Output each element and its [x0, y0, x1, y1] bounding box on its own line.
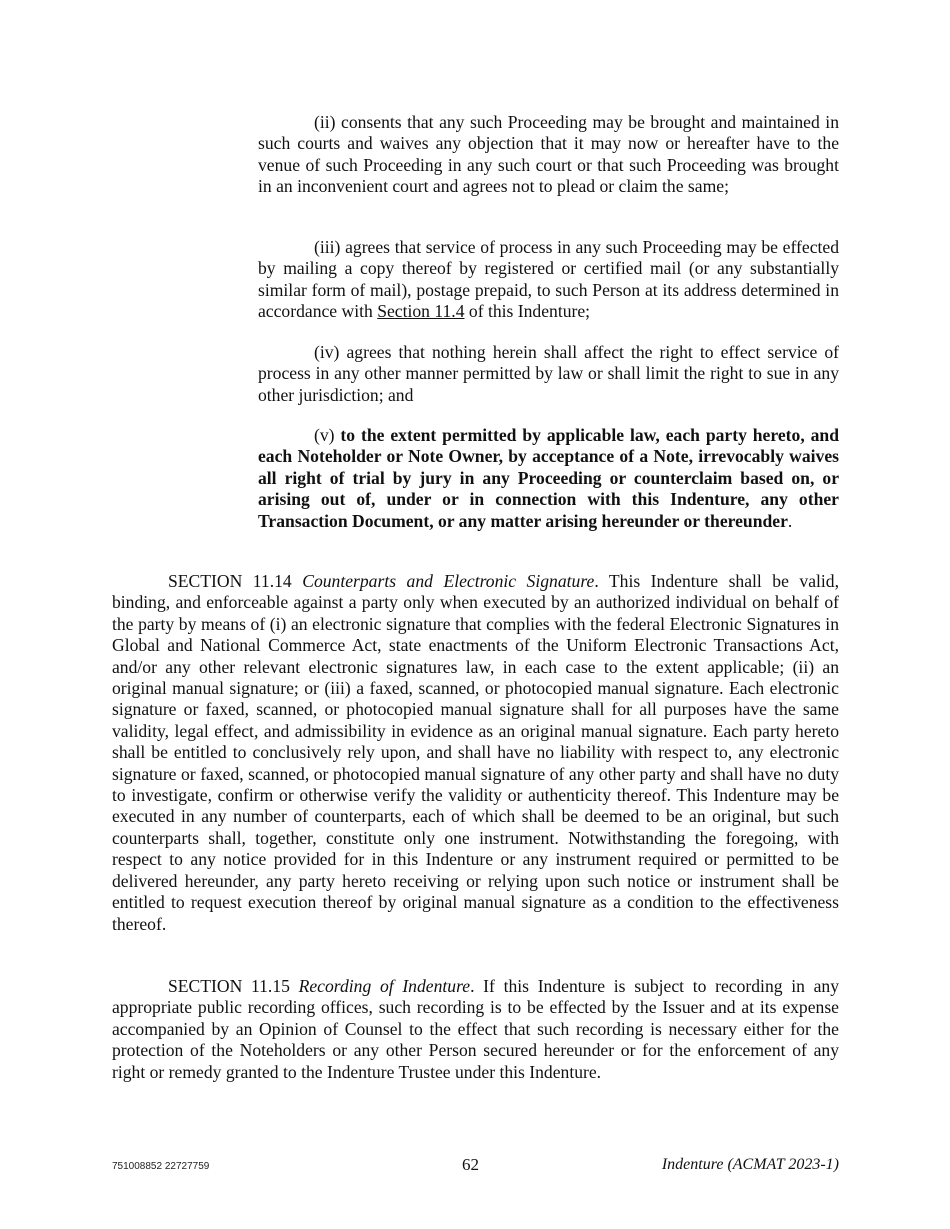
section-11-15-title: Recording of Indenture — [298, 976, 471, 996]
clause-iii-text-end: of this Indenture; — [464, 301, 591, 322]
clause-ii-label: (ii) — [314, 112, 336, 132]
section-11-14-number: SECTION 11.14 — [168, 571, 292, 591]
clause-iii-text: agrees that service of process in any such Proceeding may be effected by mailing a copy thereof by registered or certified mail (or any substantially similar form of mail), postage prepaid, to such Person at its address determined in accordance with — [258, 237, 839, 322]
section-11-14-title: Counterparts and Electronic Signature — [302, 571, 595, 591]
section-11-15 — [112, 976, 839, 1083]
clause-ii — [258, 112, 839, 198]
section-11-14-title-punct: . — [594, 571, 599, 591]
clause-iv-label: (iv) — [314, 342, 340, 362]
footer-document-title: Indenture (ACMAT 2023-1) — [661, 1156, 839, 1173]
clause-iii-label: (iii) — [314, 237, 341, 257]
section-11-14-body: This Indenture shall be valid, binding, and enforceable against a party only when executed by an authorized individual on behalf of the party by means of (i) an electronic signature that complies with the federal Electronic Signatures in Global and National Commerce Act, state enactments of the Uniform Electronic Transactions Act, and/or any other relevant electronic signatures law, in each case to the extent applicable; (ii) an original manual signature; or (iii) a faxed, scanned, or photocopied manual signature. Each electronic signature or faxed, scanned, or photocopied manual signature shall for all purposes have the same validity, legal effect, and admissibility in evidence as an original manual signature. Each party hereto shall be entitled to conclusively rely upon, and shall have no liability with respect to, any electronic signature or faxed, scanned, or photocopied manual signature of any other party and shall have no duty to investigate, confirm or otherwise verify the validity or authenticity thereof. This Indenture may be executed in any number of counterparts, each of which shall be deemed to be an original, but such counterparts shall, together, constitute only one instrument. Notwithstanding the foregoing, with respect to any notice provided for in this Indenture or any instrument required or permitted to be delivered hereunder, any party hereto receiving or relying upon such notice or instrument shall be entitled to request execution thereof by original manual signature as a condition to the effectiveness thereof. — [112, 571, 839, 934]
clause-iii — [258, 237, 839, 323]
clause-ii-text: consents that any such Proceeding may be brought and maintained in such courts and waives any objection that it may now or hereafter have to the venue of such Proceeding in any such court or that such Proceeding was brought in an inconvenient court and agrees not to plead or claim the same; — [258, 112, 839, 197]
clause-v — [258, 425, 839, 532]
section-11-14 — [112, 571, 839, 935]
clause-v-label: (v) — [314, 425, 335, 445]
footer-page-number: 62 — [462, 1155, 479, 1174]
section-11-4-reference: Section 11.4 — [377, 301, 465, 322]
clause-v-end: . — [787, 510, 793, 531]
footer-document-id: 751008852 22727759 — [112, 1161, 210, 1172]
section-11-15-title-punct: . — [470, 976, 475, 996]
clause-iv-text: agrees that nothing herein shall affect the right to effect service of process in any other manner permitted by law or shall limit the right to sue in any other jurisdiction; and — [258, 342, 839, 405]
section-11-15-number: SECTION 11.15 — [168, 976, 290, 996]
jury-waiver-text: to the extent permitted by applicable law, each party hereto, and each Noteholder or Note Owner, by acceptance of a Note, irrevocably waives all right of trial by jury in any Proceeding or counterclaim based on, or arising out of, under or in connection with this Indenture, any other Transaction Document, or any matter arising hereunder or thereunder — [258, 425, 839, 531]
clause-iv — [258, 342, 839, 406]
section-11-15-body: If this Indenture is subject to recording in any appropriate public recording offices, such recording is to be effected by the Issuer and at its expense accompanied by an Opinion of Counsel to the effect that such recording is necessary either for the protection of the Noteholders or any other Person secured hereunder or for the enforcement of any right or remedy granted to the Indenture Trustee under this Indenture. — [112, 976, 840, 1082]
